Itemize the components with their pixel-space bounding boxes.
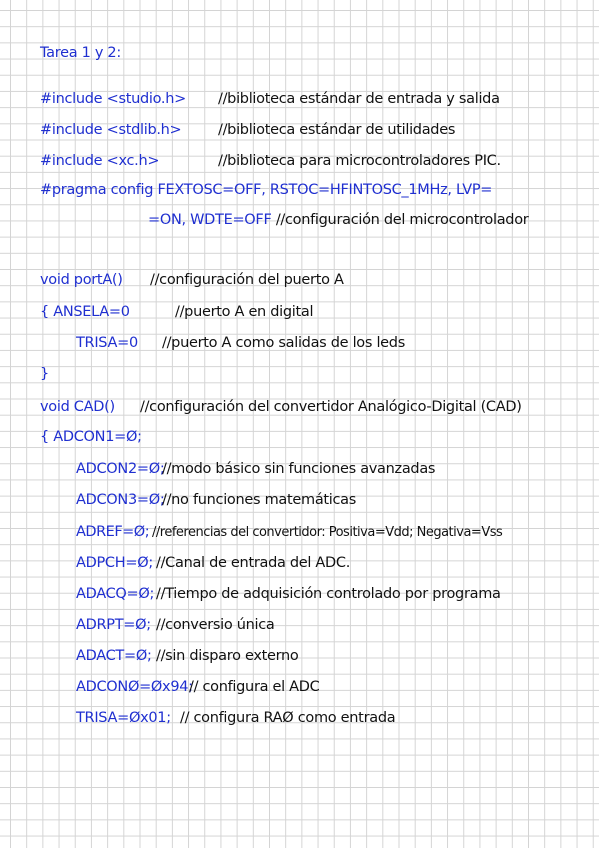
code-comment: //sin disparo externo	[156, 648, 299, 664]
code-line	[76, 553, 350, 573]
include-line	[40, 151, 501, 171]
code-comment: //Tiempo de adquisición controlado por programa	[156, 586, 501, 602]
code-comment: //Canal de entrada del ADC.	[156, 555, 351, 571]
function-declaration-cad	[40, 397, 522, 417]
code-line	[76, 333, 405, 353]
function-signature: void CAD()	[40, 399, 115, 415]
function-comment: //configuración del puerto A	[150, 272, 344, 288]
function-signature: void portA()	[40, 272, 123, 288]
include-line	[40, 89, 500, 109]
function-comment: //configuración del convertidor Analógico-Digital (CAD)	[140, 399, 522, 415]
code-statement: ADPCH=Ø;	[76, 555, 153, 571]
include-code: #include <stdlib.h>	[40, 122, 182, 138]
pragma-line: #pragma config FEXTOSC=OFF, RSTOC=HFINTOSC_1MHz, LVP=	[40, 182, 493, 198]
code-statement: ADCONØ=Øx94;	[76, 679, 193, 695]
code-line	[76, 646, 298, 666]
code-line	[76, 615, 275, 635]
code-comment: //puerto A como salidas de los leds	[162, 335, 405, 351]
code-comment: // configura RAØ como entrada	[180, 710, 396, 726]
code-statement: ADACT=Ø;	[76, 648, 152, 664]
code-statement: ADREF=Ø;	[76, 524, 150, 540]
closing-brace: }	[40, 366, 49, 382]
code-line	[76, 490, 356, 510]
code-statement: { ANSELA=0	[40, 304, 130, 320]
code-statement: TRISA=Øx01;	[76, 710, 171, 726]
code-line	[76, 677, 319, 697]
include-comment: //biblioteca estándar de entrada y salida	[218, 91, 500, 107]
code-line	[76, 522, 502, 543]
code-line	[76, 459, 435, 479]
include-code: #include <studio.h>	[40, 91, 186, 107]
pragma-line-continued	[148, 210, 528, 230]
include-comment: //biblioteca para microcontroladores PIC.	[218, 153, 501, 169]
include-line	[40, 120, 455, 140]
code-comment: //referencias del convertidor: Positiva=Vdd; Negativa=Vss	[152, 525, 503, 540]
code-statement: TRISA=0	[76, 335, 138, 351]
code-comment: //puerto A en digital	[175, 304, 314, 320]
include-comment: //biblioteca estándar de utilidades	[218, 122, 456, 138]
code-line: { ADCON1=Ø;	[40, 429, 142, 445]
code-line	[76, 584, 501, 604]
include-code: #include <xc.h>	[40, 153, 160, 169]
code-statement: ADCON3=Ø;	[76, 492, 165, 508]
code-statement: ADRPT=Ø;	[76, 617, 151, 633]
code-statement: ADACQ=Ø;	[76, 586, 155, 602]
pragma-code: =ON, WDTE=OFF	[148, 212, 272, 228]
pragma-comment: //configuración del microcontrolador	[275, 212, 529, 228]
code-comment: //no funciones matemáticas	[162, 492, 357, 508]
code-line	[40, 302, 313, 322]
page-title: Tarea 1 y 2:	[40, 45, 121, 61]
code-comment: // configura el ADC	[189, 679, 320, 695]
code-statement: ADCON2=Ø;	[76, 461, 165, 477]
code-comment: //modo básico sin funciones avanzadas	[162, 461, 436, 477]
code-line	[76, 708, 395, 728]
function-declaration-porta	[40, 270, 344, 290]
code-comment: //conversio única	[156, 617, 275, 633]
